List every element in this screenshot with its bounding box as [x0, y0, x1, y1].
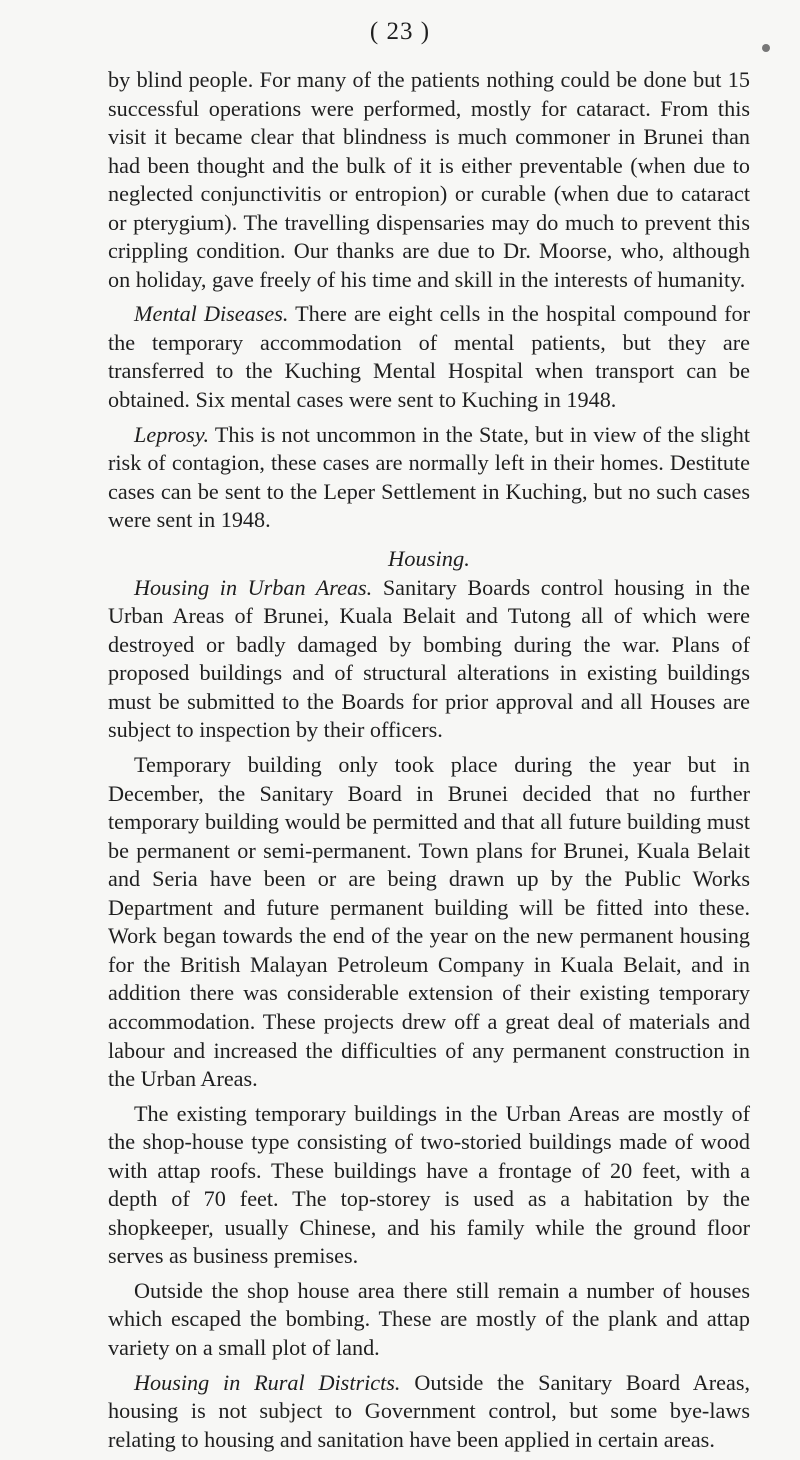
paragraph-text: The existing temporary buildings in the Urban Areas are mostly of the shop-house type consisting of two-storied buildings made of wood with attap roofs. These buildings have a frontage of 20 feet, with a depth of 70 feet. The top-storey is used as a habitation by the shopkeeper, usually Chinese, and his family while the ground floor serves as business premises.: [108, 1100, 750, 1269]
section-heading-housing: Housing.: [388, 545, 470, 571]
paragraph-housing-urban: [108, 574, 750, 745]
paragraph-shop-houses: [108, 1100, 750, 1271]
paragraph-temporary-building: [108, 751, 750, 1094]
corner-mark: [762, 44, 770, 52]
runin-heading-leprosy: Leprosy.: [134, 421, 209, 447]
paragraph-leprosy: [108, 421, 750, 535]
runin-heading-housing-urban: Housing in Urban Areas.: [134, 574, 373, 600]
runin-heading-mental-diseases: Mental Diseases.: [134, 301, 289, 327]
paragraph-mental-diseases: [108, 300, 750, 414]
paragraph-text: by blind people. For many of the patients nothing could be done but 15 successful operations were performed, mostly for cataract. From this visit it became clear that blindness is much commoner in Brunei than had been thought and the bulk of it is either preventable (when due to neglected conjunctivitis or entropion) or curable (when due to cataract or pterygium). The travelling dispensaries may do much to prevent this crippling condition. Our thanks are due to Dr. Moorse, who, although on holiday, gave freely of his time and skill in the interests of humanity.: [108, 67, 750, 292]
paragraph-outside-shop-area: [108, 1277, 750, 1363]
paragraph-blindness: [108, 66, 750, 294]
paragraph-text: This is not uncommon in the State, but in view of the slight risk of contagion, these cases are normally left in their homes. Destitute cases can be sent to the Leper Settlement in Kuching, but no such cases were sent in 1948.: [108, 421, 750, 533]
paragraph-text: Outside the Sanitary Board Areas, housing is not subject to Government control, but some bye-laws relating to housing and sanitation have been applied in certain areas.: [108, 1369, 750, 1452]
page-content: [108, 66, 750, 1460]
paragraph-text: Outside the shop house area there still remain a number of houses which escaped the bombing. These are mostly of the plank and attap variety on a small plot of land.: [108, 1277, 750, 1360]
page-number: ( 23 ): [369, 18, 431, 45]
paragraph-text: There are eight cells in the hospital compound for the temporary accommodation of mental patients, but they are transferred to the Kuching Mental Hospital when transport can be obtained. Six mental cases were sent to Kuching in 1948.: [108, 301, 750, 413]
paragraph-housing-rural: [108, 1369, 750, 1455]
paragraph-text: Sanitary Boards control housing in the Urban Areas of Brunei, Kuala Belait and Tutong all of which were destroyed or badly damaged by bombing during the war. Plans of proposed buildings and of structural alterations in existing buildings must be submitted to the Boards for prior approval and all Houses are subject to inspection by their officers.: [108, 574, 750, 743]
runin-heading-housing-rural: Housing in Rural Districts.: [134, 1369, 401, 1395]
paragraph-text: Temporary building only took place during the year but in December, the Sanitary Board in Brunei decided that no further temporary building would be permitted and that all future building must be permanent or semi-permanent. Town plans for Brunei, Kuala Belait and Seria have been or are being drawn up by the Public Works Department and future permanent building will be fitted into these. Work began towards the end of the year on the new permanent housing for the British Malayan Petroleum Company in Kuala Belait, and in addition there was considerable extension of their existing temporary accommodation. These projects drew off a great deal of materials and labour and increased the difficulties of any permanent construction in the Urban Areas.: [108, 752, 750, 1092]
